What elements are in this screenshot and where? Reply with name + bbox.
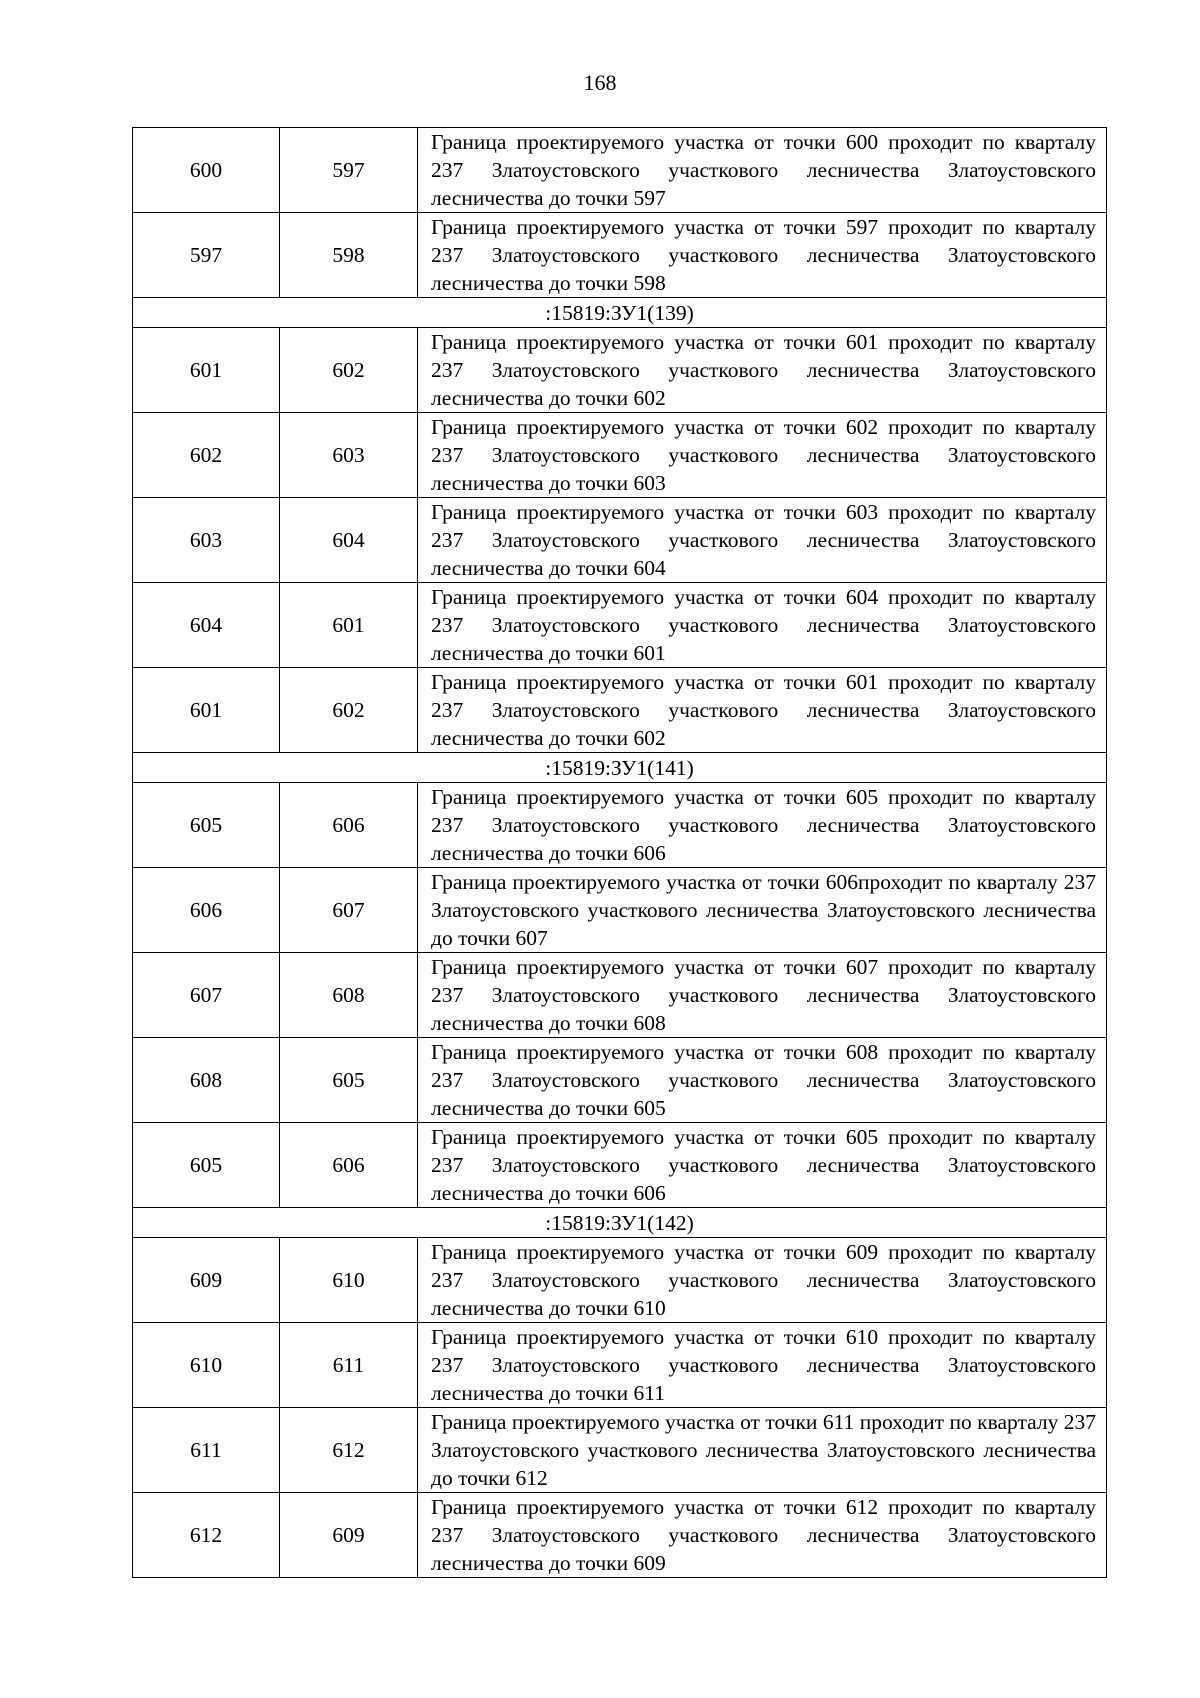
table-row — [133, 1038, 1107, 1123]
boundary-description-cell: Граница проектируемого участка от точки 600 проходит по кварталу 237 Златоустовского участкового лесничества Златоустовского лесничества до точки 597 — [418, 128, 1107, 213]
to-point-cell: 608 — [280, 953, 418, 1038]
boundary-description-cell: Граница проектируемого участка от точки 609 проходит по кварталу 237 Златоустовского участкового лесничества Златоустовского лесничества до точки 610 — [418, 1238, 1107, 1323]
table-row — [133, 328, 1107, 413]
from-point-cell: 608 — [133, 1038, 280, 1123]
from-point-cell: 607 — [133, 953, 280, 1038]
from-point-cell: 606 — [133, 868, 280, 953]
section-title: :15819:ЗУ1(142) — [133, 1208, 1107, 1238]
to-point-cell: 612 — [280, 1408, 418, 1493]
to-point-cell: 602 — [280, 328, 418, 413]
boundary-description-cell: Граница проектируемого участка от точки 605 проходит по кварталу 237 Златоустовского участкового лесничества Златоустовского лесничества до точки 606 — [418, 1123, 1107, 1208]
to-point-cell: 598 — [280, 213, 418, 298]
table-body — [133, 128, 1107, 1578]
to-point-cell: 611 — [280, 1323, 418, 1408]
table-row — [133, 583, 1107, 668]
from-point-cell: 601 — [133, 668, 280, 753]
table-row — [133, 498, 1107, 583]
table-row — [133, 413, 1107, 498]
from-point-cell: 603 — [133, 498, 280, 583]
from-point-cell: 600 — [133, 128, 280, 213]
table-row — [133, 868, 1107, 953]
from-point-cell: 609 — [133, 1238, 280, 1323]
boundary-description-cell: Граница проектируемого участка от точки 601 проходит по кварталу 237 Златоустовского участкового лесничества Златоустовского лесничества до точки 602 — [418, 668, 1107, 753]
to-point-cell: 603 — [280, 413, 418, 498]
table-row — [133, 1493, 1107, 1578]
table-row — [133, 953, 1107, 1038]
from-point-cell: 610 — [133, 1323, 280, 1408]
boundary-description-cell: Граница проектируемого участка от точки 597 проходит по кварталу 237 Златоустовского участкового лесничества Златоустовского лесничества до точки 598 — [418, 213, 1107, 298]
to-point-cell: 607 — [280, 868, 418, 953]
boundary-description-cell: Граница проектируемого участка от точки 605 проходит по кварталу 237 Златоустовского участкового лесничества Златоустовского лесничества до точки 606 — [418, 783, 1107, 868]
to-point-cell: 609 — [280, 1493, 418, 1578]
to-point-cell: 605 — [280, 1038, 418, 1123]
from-point-cell: 612 — [133, 1493, 280, 1578]
page-number: 168 — [583, 70, 617, 95]
boundary-description-cell: Граница проектируемого участка от точки 607 проходит по кварталу 237 Златоустовского участкового лесничества Златоустовского лесничества до точки 608 — [418, 953, 1107, 1038]
section-header-row — [133, 298, 1107, 328]
table-row — [133, 1408, 1107, 1493]
table-row — [133, 213, 1107, 298]
boundary-description-table — [132, 127, 1107, 1578]
table-row — [133, 1323, 1107, 1408]
section-title: :15819:ЗУ1(139) — [133, 298, 1107, 328]
to-point-cell: 606 — [280, 1123, 418, 1208]
to-point-cell: 602 — [280, 668, 418, 753]
boundary-description-cell: Граница проектируемого участка от точки 606проходит по кварталу 237 Златоустовского участкового лесничества Златоустовского лесничества до точки 607 — [418, 868, 1107, 953]
to-point-cell: 604 — [280, 498, 418, 583]
table-row — [133, 1238, 1107, 1323]
to-point-cell: 606 — [280, 783, 418, 868]
from-point-cell: 601 — [133, 328, 280, 413]
boundary-description-cell: Граница проектируемого участка от точки 612 проходит по кварталу 237 Златоустовского участкового лесничества Златоустовского лесничества до точки 609 — [418, 1493, 1107, 1578]
section-title: :15819:ЗУ1(141) — [133, 753, 1107, 783]
from-point-cell: 602 — [133, 413, 280, 498]
from-point-cell: 611 — [133, 1408, 280, 1493]
from-point-cell: 605 — [133, 783, 280, 868]
from-point-cell: 605 — [133, 1123, 280, 1208]
boundary-description-cell: Граница проектируемого участка от точки 602 проходит по кварталу 237 Златоустовского участкового лесничества Златоустовского лесничества до точки 603 — [418, 413, 1107, 498]
boundary-description-cell: Граница проектируемого участка от точки 601 проходит по кварталу 237 Златоустовского участкового лесничества Златоустовского лесничества до точки 602 — [418, 328, 1107, 413]
section-header-row — [133, 1208, 1107, 1238]
to-point-cell: 597 — [280, 128, 418, 213]
boundary-description-cell: Граница проектируемого участка от точки 603 проходит по кварталу 237 Златоустовского участкового лесничества Златоустовского лесничества до точки 604 — [418, 498, 1107, 583]
from-point-cell: 597 — [133, 213, 280, 298]
from-point-cell: 604 — [133, 583, 280, 668]
table-row — [133, 1123, 1107, 1208]
table-row — [133, 783, 1107, 868]
to-point-cell: 610 — [280, 1238, 418, 1323]
table-row — [133, 668, 1107, 753]
boundary-description-cell: Граница проектируемого участка от точки 610 проходит по кварталу 237 Златоустовского участкового лесничества Златоустовского лесничества до точки 611 — [418, 1323, 1107, 1408]
boundary-description-cell: Граница проектируемого участка от точки 604 проходит по кварталу 237 Златоустовского участкового лесничества Златоустовского лесничества до точки 601 — [418, 583, 1107, 668]
boundary-description-cell: Граница проектируемого участка от точки 611 проходит по кварталу 237 Златоустовского участкового лесничества Златоустовского лесничества до точки 612 — [418, 1408, 1107, 1493]
section-header-row — [133, 753, 1107, 783]
to-point-cell: 601 — [280, 583, 418, 668]
table-row — [133, 128, 1107, 213]
boundary-description-cell: Граница проектируемого участка от точки 608 проходит по кварталу 237 Златоустовского участкового лесничества Златоустовского лесничества до точки 605 — [418, 1038, 1107, 1123]
